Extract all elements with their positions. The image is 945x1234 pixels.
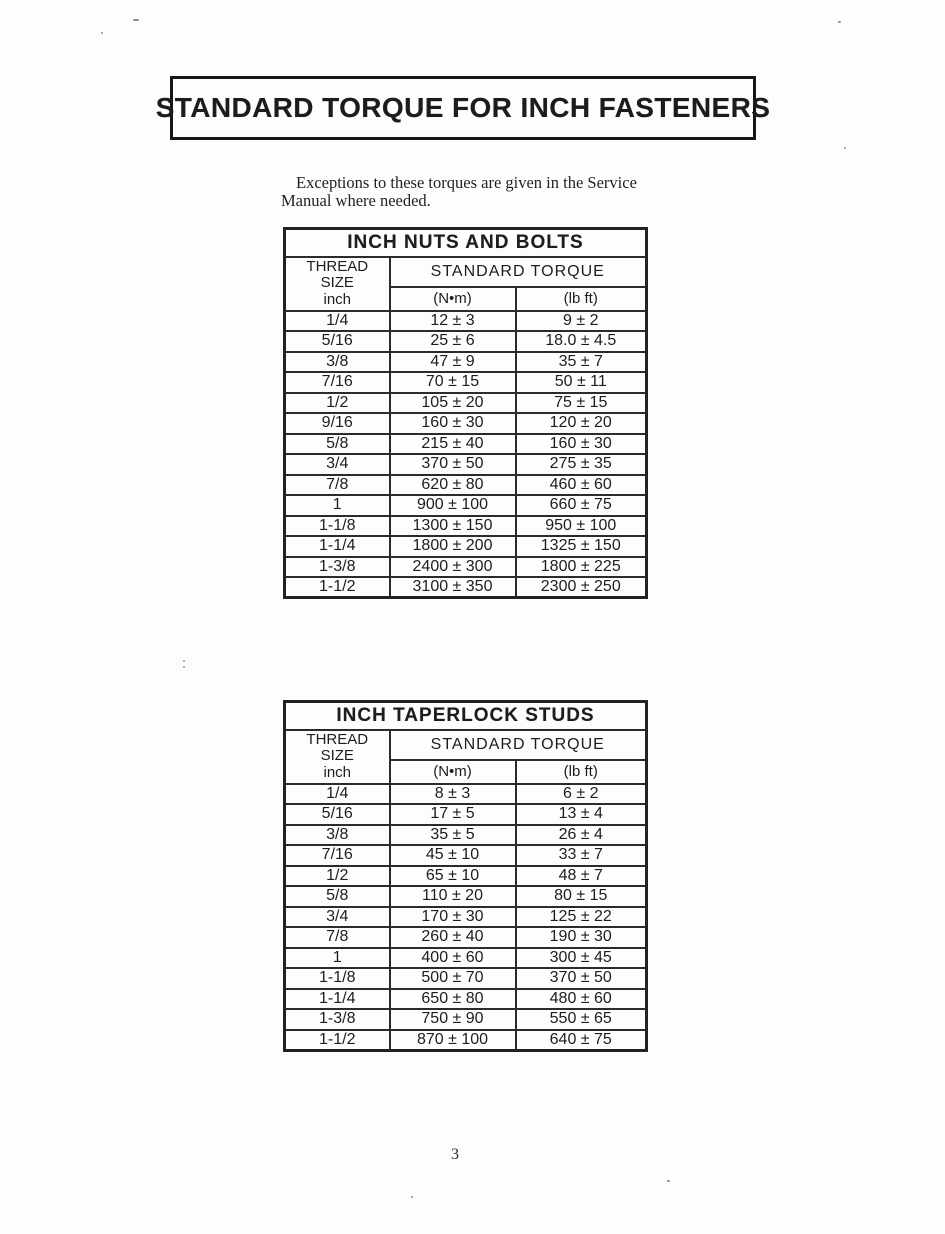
- cell-torque-nm: 2400 ± 300: [390, 557, 516, 578]
- table-body: [285, 784, 647, 1051]
- unit-nm-header: (N•m): [390, 287, 516, 311]
- cell-torque-lbft: 1325 ± 150: [516, 536, 647, 557]
- cell-thread-size: 1-3/8: [285, 1009, 390, 1030]
- cell-torque-lbft: 660 ± 75: [516, 495, 647, 516]
- table-row: [285, 989, 647, 1010]
- standard-torque-header: STANDARD TORQUE: [390, 730, 647, 760]
- cell-thread-size: 1: [285, 495, 390, 516]
- cell-torque-nm: 105 ± 20: [390, 393, 516, 414]
- cell-thread-size: 5/8: [285, 886, 390, 907]
- cell-torque-nm: 65 ± 10: [390, 866, 516, 887]
- cell-torque-lbft: 6 ± 2: [516, 784, 647, 805]
- cell-torque-lbft: 9 ± 2: [516, 311, 647, 332]
- table-row: [285, 1030, 647, 1051]
- cell-thread-size: 1-3/8: [285, 557, 390, 578]
- cell-thread-size: 1/2: [285, 866, 390, 887]
- cell-torque-nm: 25 ± 6: [390, 331, 516, 352]
- table-row: [285, 845, 647, 866]
- table-row: [285, 352, 647, 373]
- table-row: [285, 516, 647, 537]
- cell-torque-nm: 70 ± 15: [390, 372, 516, 393]
- scan-speck: [844, 147, 846, 149]
- cell-torque-lbft: 125 ± 22: [516, 907, 647, 928]
- cell-torque-nm: 1300 ± 150: [390, 516, 516, 537]
- table-row: [285, 784, 647, 805]
- cell-torque-lbft: 26 ± 4: [516, 825, 647, 846]
- cell-torque-lbft: 75 ± 15: [516, 393, 647, 414]
- cell-torque-nm: 160 ± 30: [390, 413, 516, 434]
- cell-torque-lbft: 480 ± 60: [516, 989, 647, 1010]
- intro-line-2: Manual where needed.: [281, 191, 431, 210]
- cell-thread-size: 1: [285, 948, 390, 969]
- cell-torque-lbft: 190 ± 30: [516, 927, 647, 948]
- table-row: [285, 907, 647, 928]
- table-title: INCH TAPERLOCK STUDS: [285, 702, 647, 730]
- scan-speck: [838, 21, 841, 23]
- standard-torque-header: STANDARD TORQUE: [390, 257, 647, 287]
- cell-torque-lbft: 48 ± 7: [516, 866, 647, 887]
- scan-speck: [411, 1196, 413, 1198]
- inch-nuts-and-bolts-table: [283, 227, 648, 599]
- unit-lbft-header: (lb ft): [516, 287, 647, 311]
- thread-header-line: THREAD: [306, 257, 369, 275]
- table-row: [285, 927, 647, 948]
- cell-thread-size: 5/16: [285, 331, 390, 352]
- scan-speck: [183, 660, 185, 662]
- cell-torque-lbft: 1800 ± 225: [516, 557, 647, 578]
- table-title: INCH NUTS AND BOLTS: [285, 229, 647, 257]
- cell-torque-lbft: 550 ± 65: [516, 1009, 647, 1030]
- cell-torque-nm: 650 ± 80: [390, 989, 516, 1010]
- table-row: [285, 825, 647, 846]
- cell-torque-nm: 47 ± 9: [390, 352, 516, 373]
- cell-thread-size: 5/16: [285, 804, 390, 825]
- thread-size-header: [285, 730, 390, 784]
- cell-torque-nm: 3100 ± 350: [390, 577, 516, 598]
- cell-torque-nm: 900 ± 100: [390, 495, 516, 516]
- cell-thread-size: 3/4: [285, 454, 390, 475]
- cell-torque-nm: 870 ± 100: [390, 1030, 516, 1051]
- table-row: [285, 866, 647, 887]
- scan-speck: [667, 1180, 670, 1182]
- table-row: [285, 536, 647, 557]
- thread-header-line: SIZE: [320, 274, 354, 292]
- thread-header-line: THREAD: [306, 730, 369, 748]
- table-row: [285, 454, 647, 475]
- cell-torque-nm: 370 ± 50: [390, 454, 516, 475]
- page-title: STANDARD TORQUE FOR INCH FASTENERS: [155, 92, 771, 123]
- cell-torque-lbft: 50 ± 11: [516, 372, 647, 393]
- cell-torque-lbft: 33 ± 7: [516, 845, 647, 866]
- cell-torque-lbft: 18.0 ± 4.5: [516, 331, 647, 352]
- table-row: [285, 804, 647, 825]
- table-row: [285, 886, 647, 907]
- cell-torque-nm: 400 ± 60: [390, 948, 516, 969]
- cell-torque-lbft: 640 ± 75: [516, 1030, 647, 1051]
- cell-torque-nm: 17 ± 5: [390, 804, 516, 825]
- cell-torque-nm: 12 ± 3: [390, 311, 516, 332]
- cell-torque-nm: 620 ± 80: [390, 475, 516, 496]
- cell-torque-nm: 260 ± 40: [390, 927, 516, 948]
- table-row: [285, 331, 647, 352]
- cell-torque-lbft: 300 ± 45: [516, 948, 647, 969]
- table-row: [285, 475, 647, 496]
- intro-line-1: Exceptions to these torques are given in the Service: [296, 173, 637, 192]
- thread-header-line: inch: [323, 763, 352, 781]
- cell-thread-size: 3/8: [285, 352, 390, 373]
- cell-torque-nm: 1800 ± 200: [390, 536, 516, 557]
- cell-torque-nm: 215 ± 40: [390, 434, 516, 455]
- cell-torque-lbft: 950 ± 100: [516, 516, 647, 537]
- cell-thread-size: 3/4: [285, 907, 390, 928]
- table-row: [285, 372, 647, 393]
- inch-taperlock-studs-table: [283, 700, 648, 1052]
- cell-torque-nm: 170 ± 30: [390, 907, 516, 928]
- scan-speck: [101, 32, 103, 34]
- cell-thread-size: 1-1/8: [285, 516, 390, 537]
- cell-thread-size: 7/8: [285, 927, 390, 948]
- intro-paragraph: [281, 174, 671, 210]
- scan-speck: [133, 19, 139, 21]
- scan-speck: [183, 666, 185, 668]
- table-row: [285, 495, 647, 516]
- thread-header-line: inch: [323, 290, 352, 308]
- cell-torque-nm: 500 ± 70: [390, 968, 516, 989]
- cell-thread-size: 1-1/2: [285, 577, 390, 598]
- table-title-row: [285, 229, 647, 257]
- table-row: [285, 577, 647, 598]
- cell-thread-size: 9/16: [285, 413, 390, 434]
- cell-thread-size: 1-1/4: [285, 989, 390, 1010]
- table-header-row: [285, 730, 647, 760]
- cell-torque-nm: 35 ± 5: [390, 825, 516, 846]
- unit-nm-header: (N•m): [390, 760, 516, 784]
- cell-torque-lbft: 275 ± 35: [516, 454, 647, 475]
- cell-torque-lbft: 120 ± 20: [516, 413, 647, 434]
- table-row: [285, 948, 647, 969]
- cell-thread-size: 1/4: [285, 784, 390, 805]
- cell-thread-size: 7/16: [285, 372, 390, 393]
- table-body: [285, 311, 647, 598]
- cell-thread-size: 7/8: [285, 475, 390, 496]
- thread-size-header: [285, 257, 390, 311]
- table-title-row: [285, 702, 647, 730]
- cell-torque-lbft: 80 ± 15: [516, 886, 647, 907]
- thread-header-line: SIZE: [320, 747, 354, 765]
- cell-thread-size: 1/2: [285, 393, 390, 414]
- table-header-row: [285, 257, 647, 287]
- table-row: [285, 393, 647, 414]
- cell-thread-size: 1-1/2: [285, 1030, 390, 1051]
- cell-torque-lbft: 2300 ± 250: [516, 577, 647, 598]
- cell-torque-lbft: 160 ± 30: [516, 434, 647, 455]
- cell-torque-lbft: 35 ± 7: [516, 352, 647, 373]
- table-row: [285, 311, 647, 332]
- unit-lbft-header: (lb ft): [516, 760, 647, 784]
- table-row: [285, 1009, 647, 1030]
- cell-torque-lbft: 460 ± 60: [516, 475, 647, 496]
- cell-torque-lbft: 13 ± 4: [516, 804, 647, 825]
- cell-torque-nm: 750 ± 90: [390, 1009, 516, 1030]
- table-row: [285, 968, 647, 989]
- cell-thread-size: 1/4: [285, 311, 390, 332]
- page-title-box: [155, 76, 771, 140]
- table-row: [285, 434, 647, 455]
- table-row: [285, 413, 647, 434]
- cell-thread-size: 3/8: [285, 825, 390, 846]
- cell-thread-size: 1-1/4: [285, 536, 390, 557]
- cell-thread-size: 7/16: [285, 845, 390, 866]
- cell-thread-size: 1-1/8: [285, 968, 390, 989]
- page-number: 3: [451, 1146, 459, 1163]
- cell-torque-nm: 110 ± 20: [390, 886, 516, 907]
- table-row: [285, 557, 647, 578]
- cell-torque-lbft: 370 ± 50: [516, 968, 647, 989]
- cell-thread-size: 5/8: [285, 434, 390, 455]
- cell-torque-nm: 8 ± 3: [390, 784, 516, 805]
- cell-torque-nm: 45 ± 10: [390, 845, 516, 866]
